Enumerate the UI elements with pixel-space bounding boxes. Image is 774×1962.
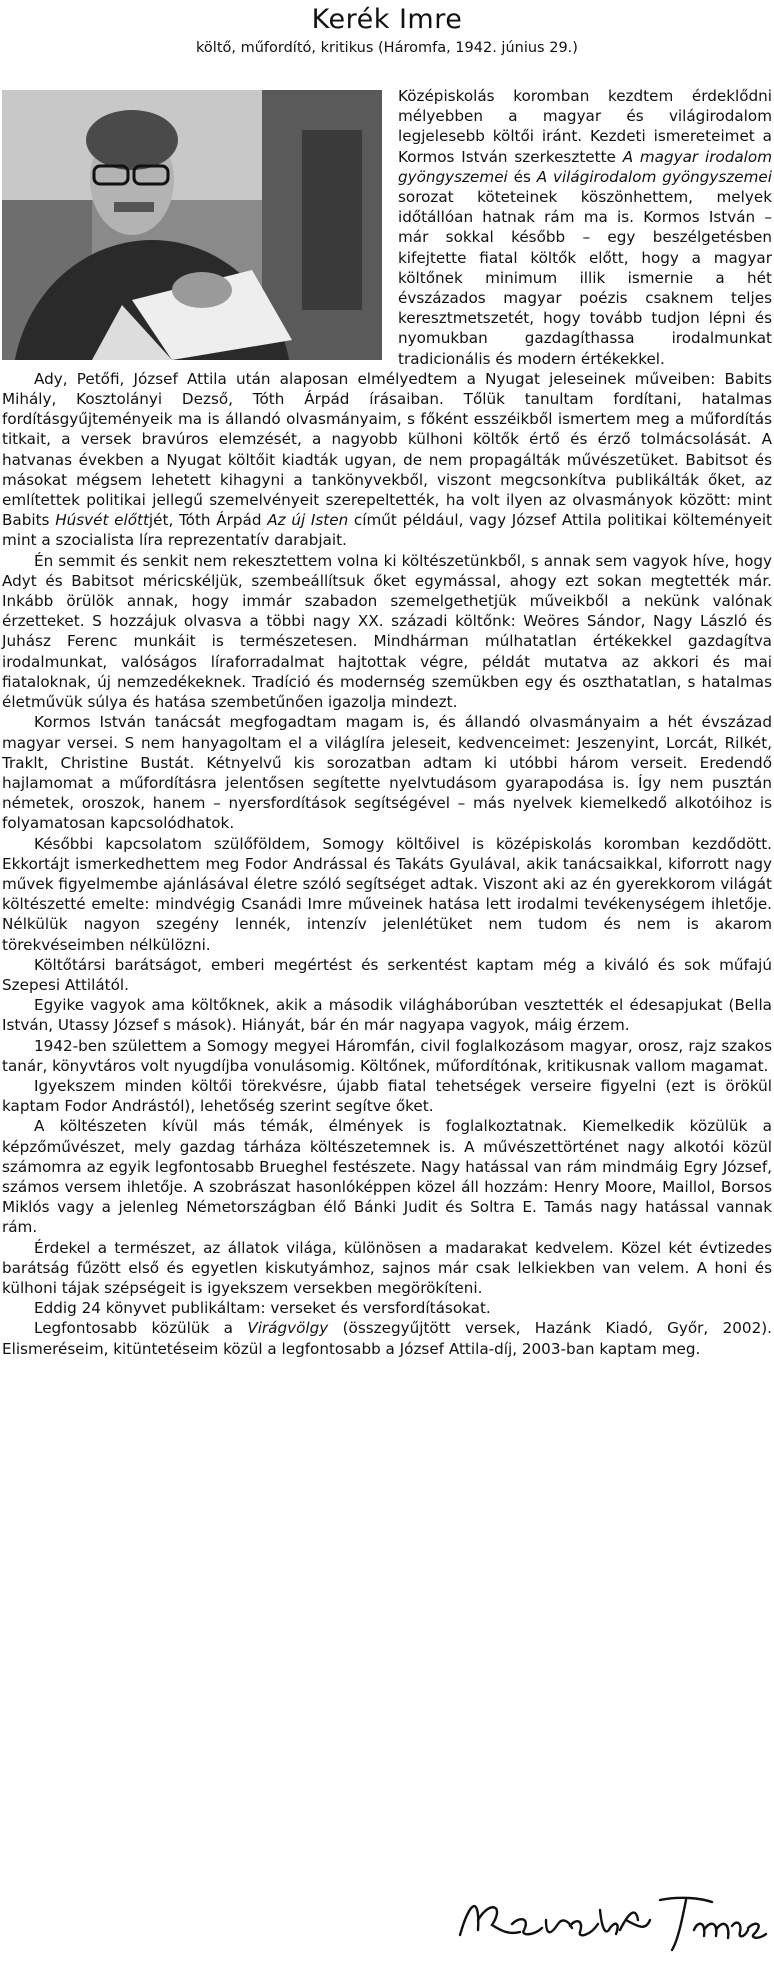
signature-image [450,1880,770,1960]
paragraph: Érdekel a természet, az állatok világa, különösen a madarakat kedvelem. Közel két évtizedes barátság fűzött első és egyetlen kiskutyámhoz, sajnos már csak lelkiekben van velem. A honi és külhoni tájak szépségeit is igyekszem versekben megörökíteni. [2,1238,772,1297]
paragraph: Kormos István tanácsát megfogadtam magam is, és állandó olvasmányaim a hét évszázad magyar versei. S nem hanyagoltam el a világlíra jeleseit, kedvenceimet: Jeszenyint, Lorcát, Rilkét, Traklt, Christine Bustát. Kétnyelvű kis sorozatban adtam ki utóbbi három verseit. Eredendő hajlamomat a műfordításra jelentősen segítette nyelvtudásom gyarapodása is. Így nem pusztán németek, oroszok, hanem – nyersfordítások segítségével – más nyelvek kiemelkedő alkotóihoz is folyamatosan kapcsolódhatok. [2,713,772,833]
paragraph: Igyekszem minden költői törekvésre, újabb fiatal tehetségek verseire figyelni (ezt is örökül kaptam Fodor Andrástól), lehetőség szerint segítve őket. [2,1076,772,1116]
paragraph: Középiskolás koromban kezdtem érdeklődni mélyebben a magyar és világirodalom legjelesebb költői iránt. Kezdeti ismereteimet a Kormos István szerkesztette A magyar irodalom gyöngyszemei és A világirodalom gyöngyszemei sorozat köteteinek köszönhettem, melyek időtállóan hatnak rám ma is. Kormos István – már sokkal később – egy beszélgetésben kifejtette fiatal költők előtt, hogy a magyar költőnek minimum illik ismernie a hét évszázados magyar poézis csaknem teljes keresztmetszetét, hogy tovább tudjon lépni és nyomukban gazdagíthassa irodalmunkat tradicionális és modern értékekkel. [398,87,772,368]
author-subtitle: költő, műfordító, kritikus (Háromfa, 1942. június 29.) [196,40,578,56]
paragraph: Legfontosabb közülük a Virágvölgy (összegyűjtött versek, Hazánk Kiadó, Győr, 2002). Elismeréseim, kitüntetéseim közül a legfontosabb a József Attila-díj, 2003-ban kaptam meg. [2,1319,772,1358]
paragraph: Későbbi kapcsolatom szülőföldem, Somogy költőivel is középiskolás koromban kezdődött. Ekkortájt ismerkedhettem meg Fodor Andrással és Takáts Gyulával, akik tanácsaikkal, kiforrott nagy művek figyelmembe ajánlásával életre szóló segítséget adtak. Viszont aki az én gyerekkorom világát költészetté emelte: mindvégig Csanádi Imre műveinek hatása lett irodalmi tevékenységem ihletője. Nélkülük nagyon szegény lennék, intenzív jelenlétüket nem tudom és nem is akarom törekvéseimben nélkülözni. [2,834,772,954]
biography-text [2,86,772,1359]
author-name: Kerék Imre [311,4,463,35]
paragraph: Ady, Petőfi, József Attila után alaposan elmélyedtem a Nyugat jeleseinek műveiben: Babits Mihály, Kosztolányi Dezső, Tóth Árpád írásaiban. Tőlük tanultam fordítani, hatalmas fordításgyűjteményeik ma is állandó olvasmányaim, s főként esszéikből ismertem meg a műfordítás titkait, a versek bravúros elemzését, a nagyobb külhoni költők értő és érző tolmácsolását. A hatvanas években a Nyugat költőit kiadták ugyan, de nem propagálták művészetüket. Babitsot és másokat mégsem lehetett kihagyni a tankönyvekből, viszont megcsonkítva publikálták őket, az említettek politikai jellegű szemelvényeit szerepeltették, ha volt ilyen az olvasmányok között: mint Babits Húsvét előttjét, Tóth Árpád Az új Isten címűt például, vagy József Attila politikai költeményeit mint a szocialista líra reprezentatív darabjait. [2,369,773,550]
paragraph: A költészeten kívül más témák, élmények is foglalkoztatnak. Kiemelkedik közülük a képzőművészet, mely gazdag tárháza költészetemnek is. A művészettörténet nagy alkotói közül számomra az egyik legfontosabb Brueghel festészete. Nagy hatással van rám mindmáig Egry József, számos versem ihletője. A szobrászat hasonlóképpen közel áll hozzám: Henry Moore, Maillol, Borsos Miklós vagy a jelenleg Németországban élő Bánki Judit és Soltra E. Tamás nagy hatással vannak rám. [2,1117,772,1237]
portrait-photo [2,86,384,366]
paragraph: Költőtársi barátságot, emberi megértést és serkentést kaptam még a kiváló és sok műfajú Szepesi Attilától. [2,955,772,994]
paragraph: Egyike vagyok ama költőknek, akik a második világháborúban vesztették el édesapjukat (Bella István, Utassy József s mások). Hiányát, bár én már nagyapa vagyok, máig érzem. [2,996,772,1035]
paragraph: Én semmit és senkit nem rekesztettem volna ki költészetünkből, s annak sem vagyok híve, hogy Adyt és Babitsot méricskéljük, szembeállítsuk őket egymással, ahogy ezt sokan megtették már. Inkább örülök annak, hogy immár szabadon szemelgethetjük műveikből a nekünk valónak érzetteket. S hozzájuk olvasva a többi nagy XX. századi költőnk: Weöres Sándor, Nagy László és Juhász Ferenc munkáit is természetesen. Mindhárman múlhatatlan értékekkel gazdagítva irodalmunkat, valóságos líraforradalmat hajtottak végre, példát mutatva az akkori és mai fiataloknak, új nemzedékeknek. Tradíció és modernség szemükben egy és oszthatatlan, s hatalmas életművük súlya és hatása szembetűnően igazolja mindezt. [2,551,772,712]
paragraph: Eddig 24 könyvet publikáltam: verseket és versfordításokat. [34,1299,491,1318]
paragraph: 1942-ben születtem a Somogy megyei Háromfán, civil foglalkozásom magyar, orosz, rajz szakos tanár, könyvtáros volt nyugdíjba vonulásomig. Költőnek, műfordítónak, kritikusnak vallom magamat. [2,1036,772,1075]
